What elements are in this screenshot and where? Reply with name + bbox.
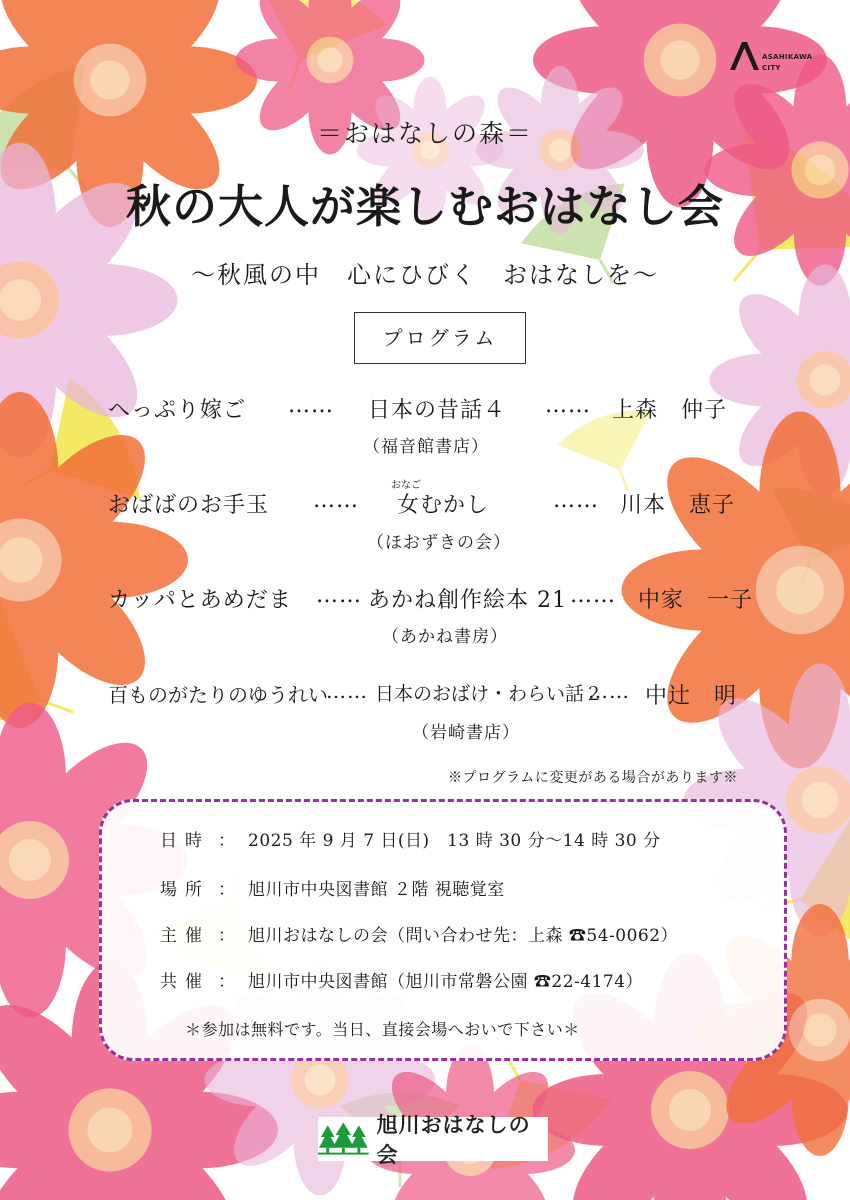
program-heading: プログラム	[354, 312, 526, 364]
program-title: 百ものがたりのゆうれい	[108, 683, 328, 707]
program-reader: 上森 仲子	[612, 398, 728, 423]
place-colon: ：	[218, 880, 236, 900]
program-separator: ……	[553, 488, 599, 513]
date-label: 日時	[160, 831, 210, 851]
program-publisher: （福音館書店）	[363, 437, 489, 457]
program-book: あかね創作絵本 21	[368, 588, 567, 613]
host-value: 旭川おはなしの会（問い合わせ先：上森 ☎54-0062）	[248, 926, 679, 946]
cohost-label: 共催	[160, 972, 210, 992]
program-separator: ……	[588, 679, 630, 703]
organization-name: 旭川おはなしの会	[376, 1113, 531, 1167]
program-separator: ……	[326, 679, 368, 703]
cohost-value: 旭川市中央図書館（旭川市常磐公園 ☎22-4174）	[248, 972, 644, 992]
page-title: 秋の大人が楽しむおはなし会	[125, 180, 724, 233]
flower-icon	[0, 392, 188, 728]
program-title: おばばのお手玉	[108, 493, 270, 518]
place-label: 場所	[160, 880, 210, 900]
program-title: カッパとあめだま	[108, 588, 292, 613]
program-publisher: （岩崎書店）	[412, 723, 520, 743]
tagline: 〜秋風の中 心にひびく おはなしを〜	[191, 261, 659, 289]
program-separator: ……	[316, 583, 362, 608]
host-label: 主催	[160, 926, 210, 946]
program-publisher: （ほおずきの会）	[367, 533, 511, 553]
city-logo-line2: CITY	[762, 64, 781, 72]
series-name: ＝おはなしの森＝	[316, 119, 533, 148]
tree-icon	[318, 1121, 369, 1157]
program-separator: ……	[313, 488, 359, 513]
cohost-colon: ：	[218, 972, 236, 992]
place-value: 旭川市中央図書館 ２階 視聴覚室	[248, 880, 505, 900]
program-reader: 中家 一子	[638, 588, 754, 613]
program-separator: ……	[545, 393, 591, 418]
program-publisher: （あかね書房）	[382, 627, 508, 647]
program-separator: ……	[288, 393, 334, 418]
date-colon: ：	[218, 831, 236, 851]
program-book: 女むかし	[397, 493, 490, 518]
program-title: へっぷり嫁ご	[108, 398, 247, 423]
program-reader: 中辻 明	[645, 684, 738, 709]
city-logo-text	[762, 52, 812, 74]
footer-organization	[318, 1113, 548, 1167]
program-change-note: ※プログラムに変更がある場合があります※	[448, 770, 738, 786]
city-logo-line1: ASAHIKAWA	[762, 53, 813, 61]
program-book-ruby: おなご	[391, 480, 421, 491]
host-colon: ：	[218, 926, 236, 946]
program-book: 日本のおばけ・わらい話２	[375, 683, 604, 705]
free-admission-note: ＊参加は無料です。当日、直接会場へおいで下さい＊	[185, 1020, 580, 1039]
program-reader: 川本 恵子	[620, 493, 736, 518]
date-value: 2025 年 9 月 7 日(日) 13 時 30 分〜14 時 30 分	[248, 831, 661, 851]
program-book: 日本の昔話４	[368, 398, 507, 423]
program-separator: ……	[570, 583, 616, 608]
